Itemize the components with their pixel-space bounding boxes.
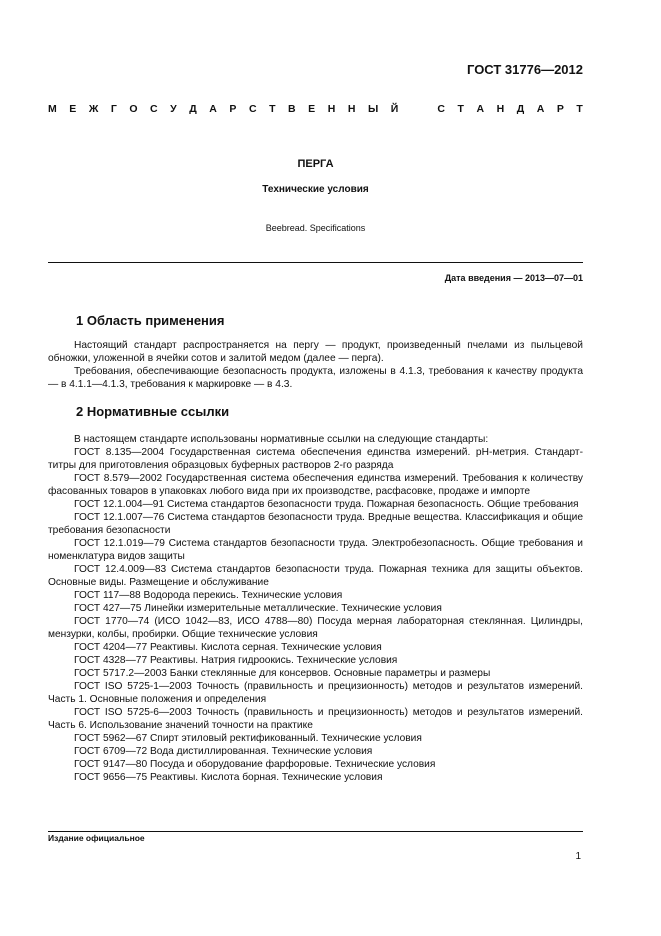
reference-item: ГОСТ 4328—77 Реактивы. Натрия гидроокись. Технические условия [74,655,398,666]
interstate-standard-banner [48,103,583,115]
banner-word-gap [411,103,425,115]
banner-letter: Е [69,103,77,115]
document-subtitle: Технические условия [262,184,369,195]
reference-item: ГОСТ 1770—74 (ИСО 1042—83, ИСО 4788—80) Посуда мерная лабораторная стеклянная. Цилиндры, мензурки, колбы, пробирки. Общие технические условия [48,616,583,640]
reference-item: ГОСТ 8.579—2002 Государственная система обеспечения единства измерений. Требования к количеству фасованных товаров в упаковках любого вида при их производстве, расфасовке, продаже и импорте [48,473,583,497]
section-heading-references: 2 Нормативные ссылки [76,404,230,419]
banner-letter: Д [516,103,525,115]
banner-letter: Ы [367,103,379,115]
banner-letter: Н [347,103,356,115]
paragraph: В настоящем стандарте использованы нормативные ссылки на следующие стандарты: [74,434,489,445]
banner-letter: М [48,103,57,115]
banner-letter: У [170,103,177,115]
banner-letter: Т [576,103,583,115]
banner-letter: Н [496,103,505,115]
banner-letter: Г [110,103,117,115]
banner-letter: Т [457,103,464,115]
banner-letter: Ж [88,103,99,115]
banner-letter: С [150,103,158,115]
standard-number: ГОСТ 31776—2012 [467,62,583,77]
english-title: Beebread. Specifications [265,223,366,233]
paragraph: Настоящий стандарт распространяется на пергу — продукт, произведенный пчелами из пыльцевой обножки, уложенной в ячейки сотов и залитой медом (далее — перга). [48,340,583,364]
banner-letter: Д [189,103,197,115]
page-number: 1 [575,851,581,862]
reference-item: ГОСТ 9147—80 Посуда и оборудование фарфоровые. Технические условия [74,759,436,770]
banner-letter: Т [269,103,276,115]
banner-letter: А [536,103,545,115]
reference-item: ГОСТ 117—88 Водорода перекись. Технические условия [74,590,343,601]
banner-letter: Н [327,103,336,115]
banner-letter: С [248,103,257,115]
edition-label: Издание официальное [48,833,145,843]
reference-item: ГОСТ 12.4.009—83 Система стандартов безопасности труда. Пожарная техника для защиты объектов. Основные виды. Размещение и обслуживание [48,564,583,588]
header-divider [48,262,583,263]
reference-item: ГОСТ 6709—72 Вода дистиллированная. Технические условия [74,746,373,757]
reference-item: ГОСТ 9656—75 Реактивы. Кислота борная. Технические условия [74,772,383,783]
banner-letter: А [476,103,485,115]
paragraph: Требования, обеспечивающие безопасность продукта, изложены в 4.1.3, требования к качеству продукта — в 4.1.1—4.1.3, требования к маркировке — в 4.3. [48,366,583,390]
section-body-scope [48,339,583,391]
document-title: ПЕРГА [297,158,334,170]
banner-letter: О [129,103,138,115]
reference-item: ГОСТ 5962—67 Спирт этиловый ректификованный. Технические условия [74,733,422,744]
reference-item: ГОСТ 427—75 Линейки измерительные металлические. Технические условия [74,603,442,614]
reference-item: ГОСТ 4204—77 Реактивы. Кислота серная. Технические условия [74,642,382,653]
reference-item: ГОСТ ISO 5725-1—2003 Точность (правильность и прецизионность) методов и результатов измерений. Часть 1. Основные положения и определения [48,681,583,705]
reference-item: ГОСТ 12.1.019—79 Система стандартов безопасности труда. Электробезопасность. Общие требования и номенклатура видов защиты [48,538,583,562]
banner-letter: А [209,103,217,115]
introduction-date: Дата введения — 2013—07—01 [444,273,583,283]
reference-item: ГОСТ ISO 5725-6—2003 Точность (правильность и прецизионность) методов и результатов измерений. Часть 6. Использование значений точности на практике [48,707,583,731]
section-heading-scope: 1 Область применения [76,313,225,328]
banner-letter: С [437,103,445,115]
banner-letter: Е [308,103,316,115]
banner-letter: Р [556,103,564,115]
section-body-references [48,433,583,784]
reference-item: ГОСТ 5717.2—2003 Банки стеклянные для консервов. Основные параметры и размеры [74,668,491,679]
footer-divider [48,831,583,832]
reference-item: ГОСТ 12.1.004—91 Система стандартов безопасности труда. Пожарная безопасность. Общие требования [74,499,579,510]
banner-letter: В [288,103,296,115]
reference-item: ГОСТ 12.1.007—76 Система стандартов безопасности труда. Вредные вещества. Классификация и общие требования безопасности [48,512,583,536]
banner-letter: Й [390,103,399,115]
banner-letter: Р [229,103,237,115]
reference-item: ГОСТ 8.135—2004 Государственная система обеспечения единства измерений. pH-метрия. Стандарт-титры для приготовления образцовых буферных растворов 2-го разряда [48,447,583,471]
